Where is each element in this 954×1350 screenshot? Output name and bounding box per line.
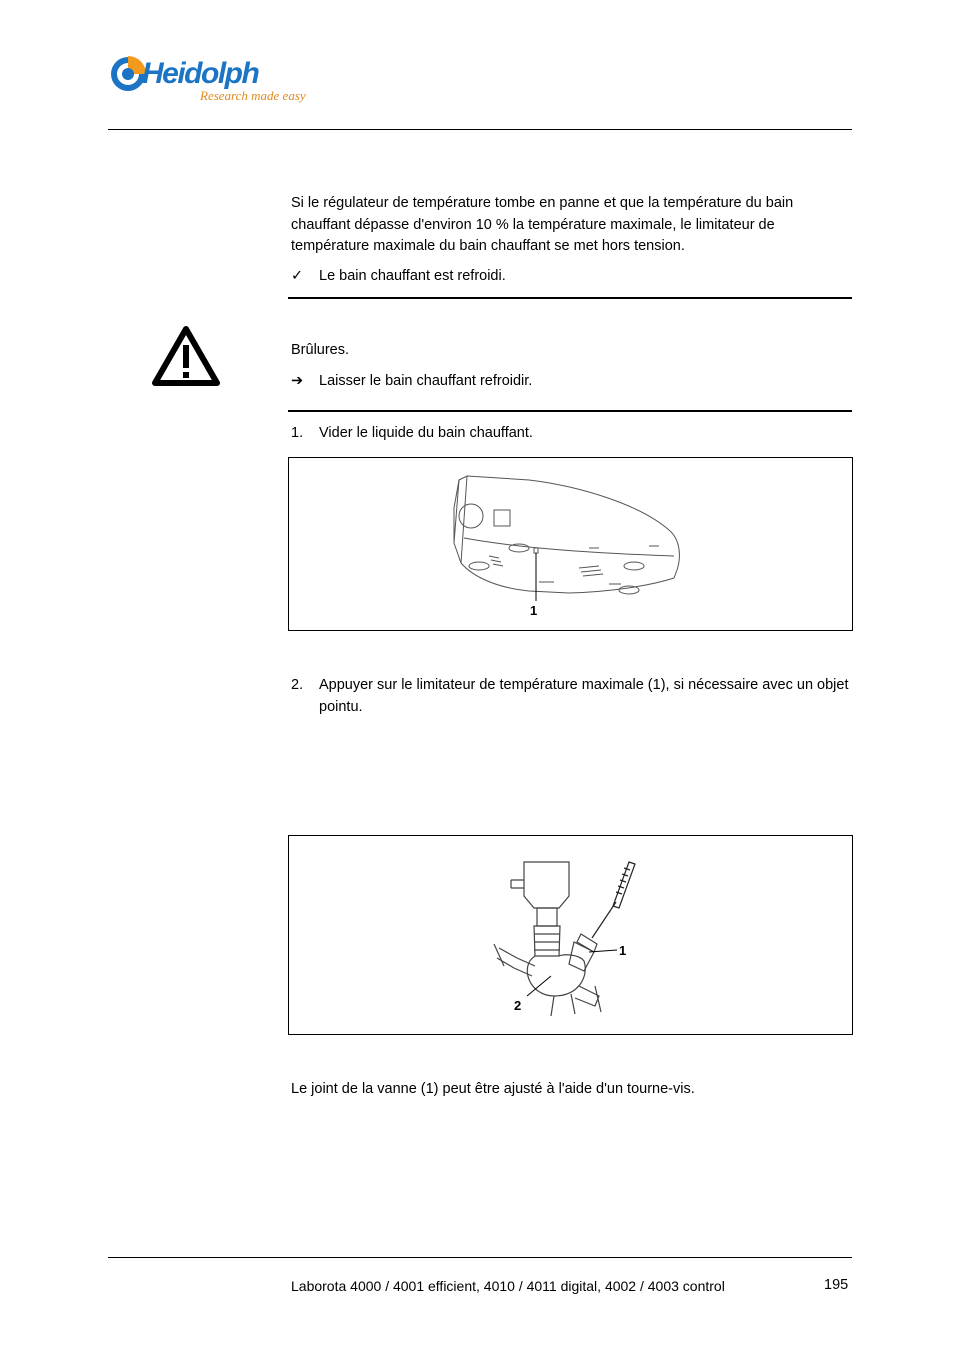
warning-triangle-icon (152, 325, 220, 387)
arrow-right-icon: ➔ (291, 373, 304, 389)
header-rule (108, 129, 852, 130)
footer-product: Laborota 4000 / 4001 efficient, 4010 / 4011 digital, 4002 / 4003 control (291, 1278, 725, 1294)
valve-illustration (289, 836, 852, 1034)
brand-logo (108, 52, 323, 114)
step-text: Appuyer sur le limitateur de température maximale (1), si nécessaire avec un objet pointu. (319, 677, 849, 715)
brand-tagline: Research made easy (200, 88, 306, 103)
warning-bottom-rule (288, 410, 852, 412)
footer-rule (108, 1257, 852, 1258)
check-mark-icon: ✓ (291, 268, 304, 284)
figure-bath-underside (288, 457, 853, 631)
callout-1: 1 (619, 943, 627, 958)
warning-action-text: Laisser le bain chauffant refroidir. (319, 373, 533, 389)
warning-top-rule (288, 297, 852, 299)
step-number: 1. (291, 425, 304, 441)
page-number: 195 (824, 1277, 849, 1293)
step-number: 2. (291, 677, 304, 693)
figure-valve-screwdriver (288, 835, 853, 1035)
warning-text: Brûlures. (291, 342, 350, 358)
section-paragraph: Si le régulateur de température tombe en panne et que la température du bain chauffant dépasse d'environ 10 % la température maximale, le limitateur de température maximale du bain chauffant se met hors tension. (291, 195, 794, 254)
heating-bath-illustration (289, 458, 852, 630)
brand-name: Heidolph (142, 57, 259, 90)
callout-1: 1 (530, 603, 538, 618)
step-text: Vider le liquide du bain chauffant. (319, 425, 533, 441)
valve-note: Le joint de la vanne (1) peut être ajusté à l'aide d'un tourne-vis. (291, 1081, 695, 1097)
callout-2: 2 (514, 998, 522, 1013)
check-result-text: Le bain chauffant est refroidi. (319, 268, 506, 284)
